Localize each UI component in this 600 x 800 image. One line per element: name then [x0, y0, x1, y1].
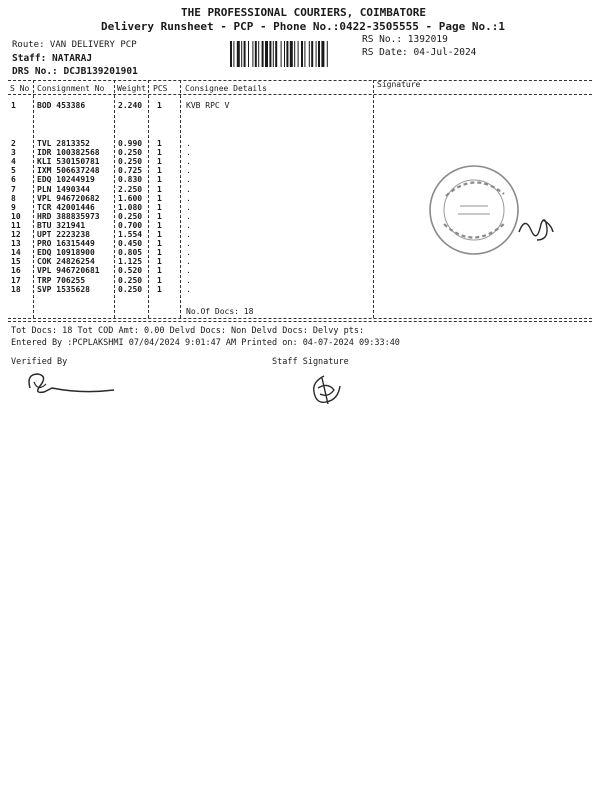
row-pcs: 1 — [157, 239, 162, 249]
header-weight: Weight — [117, 84, 146, 93]
row-pcs: 1 — [157, 101, 162, 110]
row-weight: 1.600 — [118, 193, 143, 203]
staff-signature-mark — [304, 372, 348, 408]
row-details: . — [186, 266, 191, 276]
row-sno: 3 — [11, 148, 16, 158]
row-consignment: PRO 16315449 — [37, 239, 95, 249]
footer-rule — [8, 321, 592, 322]
row-sno: 7 — [11, 184, 16, 194]
table-header-rule — [8, 94, 592, 95]
row-consignment: HRD 388835973 — [37, 211, 100, 221]
row-pcs: 1 — [157, 175, 162, 185]
row-details: . — [186, 230, 191, 239]
row-pcs: 1 — [157, 211, 162, 221]
row-details: . — [186, 248, 191, 258]
row-details: . — [186, 175, 191, 185]
table-bottom-rule — [8, 318, 592, 319]
row-details: . — [186, 211, 191, 221]
entered-by-line: Entered By :PCPLAKSHMI 07/04/2024 9:01:47 AM Printed on: 04-07-2024 09:33:40 — [11, 338, 400, 348]
row-consignment: BTU 321941 — [37, 220, 86, 230]
row-pcs: 1 — [157, 230, 162, 239]
row-weight: 2.240 — [118, 101, 143, 110]
row-sno: 8 — [11, 193, 16, 203]
row-sno: 6 — [11, 175, 16, 185]
totals-line: Tot Docs: 18 Tot COD Amt: 0.00 Delvd Docs: Non Delvd Docs: Delvy pts: — [11, 326, 365, 336]
column-divider — [148, 80, 149, 318]
row-pcs: 1 — [157, 248, 162, 258]
stamp-seal — [426, 162, 522, 258]
column-divider — [180, 80, 181, 318]
route-label: Route: VAN DELIVERY PCP — [12, 40, 137, 50]
row-sno: 16 — [11, 266, 21, 276]
row-sno: 12 — [11, 230, 21, 239]
row-pcs: 1 — [157, 220, 162, 230]
header-consignment: Consignment No — [37, 84, 105, 93]
row-details: . — [186, 139, 191, 148]
row-sno: 2 — [11, 139, 16, 148]
rs-number: RS No.: 1392019 — [362, 34, 448, 45]
row-pcs: 1 — [157, 257, 162, 267]
row-weight: 0.250 — [118, 284, 143, 294]
header-pcs: PCS — [153, 84, 168, 93]
row-consignment: VPL 946720682 — [37, 193, 100, 203]
row-details: . — [186, 202, 191, 212]
column-divider — [114, 80, 115, 318]
receiver-signature — [515, 210, 555, 246]
row-sno: 18 — [11, 284, 21, 294]
barcode-graphic — [230, 41, 358, 67]
row-consignment: BOD 453386 — [37, 101, 86, 110]
row-weight: 0.250 — [118, 211, 143, 221]
row-sno: 10 — [11, 211, 21, 221]
row-sno: 11 — [11, 220, 21, 230]
row-pcs: 1 — [157, 202, 162, 212]
row-sno: 13 — [11, 239, 21, 249]
row-consignment: IDR 100382568 — [37, 148, 100, 158]
header-signature: Signature — [377, 80, 421, 89]
row-consignment: PLN 1490344 — [37, 184, 90, 194]
row-consignment: VPL 946720681 — [37, 266, 100, 276]
row-weight: 0.990 — [118, 139, 143, 148]
row-weight: 0.725 — [118, 166, 143, 176]
row-sno: 5 — [11, 166, 16, 176]
row-sno: 17 — [11, 275, 21, 285]
column-divider — [33, 80, 34, 318]
row-sno: 9 — [11, 202, 16, 212]
rs-date: RS Date: 04-Jul-2024 — [362, 47, 477, 58]
row-consignment: TRP 706255 — [37, 275, 86, 285]
row-details: . — [186, 193, 191, 203]
row-pcs: 1 — [157, 139, 162, 148]
row-pcs: 1 — [157, 184, 162, 194]
row-pcs: 1 — [157, 148, 162, 158]
row-details: . — [186, 148, 191, 158]
row-consignment: COK 24826254 — [37, 257, 95, 267]
header-details: Consignee Details — [185, 84, 267, 93]
row-consignment: TCR 42001446 — [37, 202, 95, 212]
column-divider — [373, 80, 374, 318]
row-weight: 0.520 — [118, 266, 143, 276]
row-sno: 4 — [11, 157, 16, 167]
row-details: . — [186, 220, 191, 230]
row-details: . — [186, 275, 191, 285]
row-weight: 1.554 — [118, 230, 143, 239]
row-pcs: 1 — [157, 193, 162, 203]
row-details: . — [186, 184, 191, 194]
row-consignment: IXM 506637248 — [37, 166, 100, 176]
row-weight: 0.250 — [118, 148, 143, 158]
row-consignment: UPT 2223238 — [37, 230, 90, 239]
row-pcs: 1 — [157, 275, 162, 285]
row-weight: 0.250 — [118, 157, 143, 167]
row-consignment: TVL 2813352 — [37, 139, 90, 148]
no-of-docs: No.Of Docs: 18 — [186, 307, 254, 316]
row-consignment: EDQ 10918900 — [37, 248, 95, 258]
row-weight: 1.125 — [118, 257, 143, 267]
row-consignment: KLI 530150781 — [37, 157, 100, 167]
row-details: . — [186, 157, 191, 167]
row-details: KVB RPC V — [186, 101, 230, 110]
header-sno: S No — [10, 84, 30, 93]
row-weight: 0.700 — [118, 220, 143, 230]
row-details: . — [186, 284, 191, 294]
row-sno: 14 — [11, 248, 21, 258]
row-details: . — [186, 257, 191, 267]
row-weight: 2.250 — [118, 184, 143, 194]
drs-number: DRS No.: DCJB139201901 — [12, 66, 138, 77]
row-consignment: EDQ 10244919 — [37, 175, 95, 185]
verifier-signature — [22, 368, 118, 398]
row-weight: 0.805 — [118, 248, 143, 258]
row-pcs: 1 — [157, 157, 162, 167]
row-weight: 0.450 — [118, 239, 143, 249]
staff-label: Staff: NATARAJ — [12, 53, 93, 64]
row-weight: 0.250 — [118, 275, 143, 285]
company-name: THE PROFESSIONAL COURIERS, COIMBATORE — [181, 6, 427, 19]
row-pcs: 1 — [157, 266, 162, 276]
verified-by-label: Verified By — [11, 357, 68, 367]
staff-signature-label: Staff Signature — [272, 357, 349, 367]
row-details: . — [186, 239, 191, 249]
row-sno: 1 — [11, 101, 16, 110]
row-weight: 0.830 — [118, 175, 143, 185]
row-pcs: 1 — [157, 166, 162, 176]
row-details: . — [186, 166, 191, 176]
row-consignment: SVP 1535628 — [37, 284, 90, 294]
row-sno: 15 — [11, 257, 21, 267]
runsheet-title: Delivery Runsheet - PCP - Phone No.:0422-3505555 - Page No.:1 — [101, 20, 505, 33]
row-weight: 1.080 — [118, 202, 143, 212]
table-top-rule — [8, 80, 592, 81]
row-pcs: 1 — [157, 284, 162, 294]
